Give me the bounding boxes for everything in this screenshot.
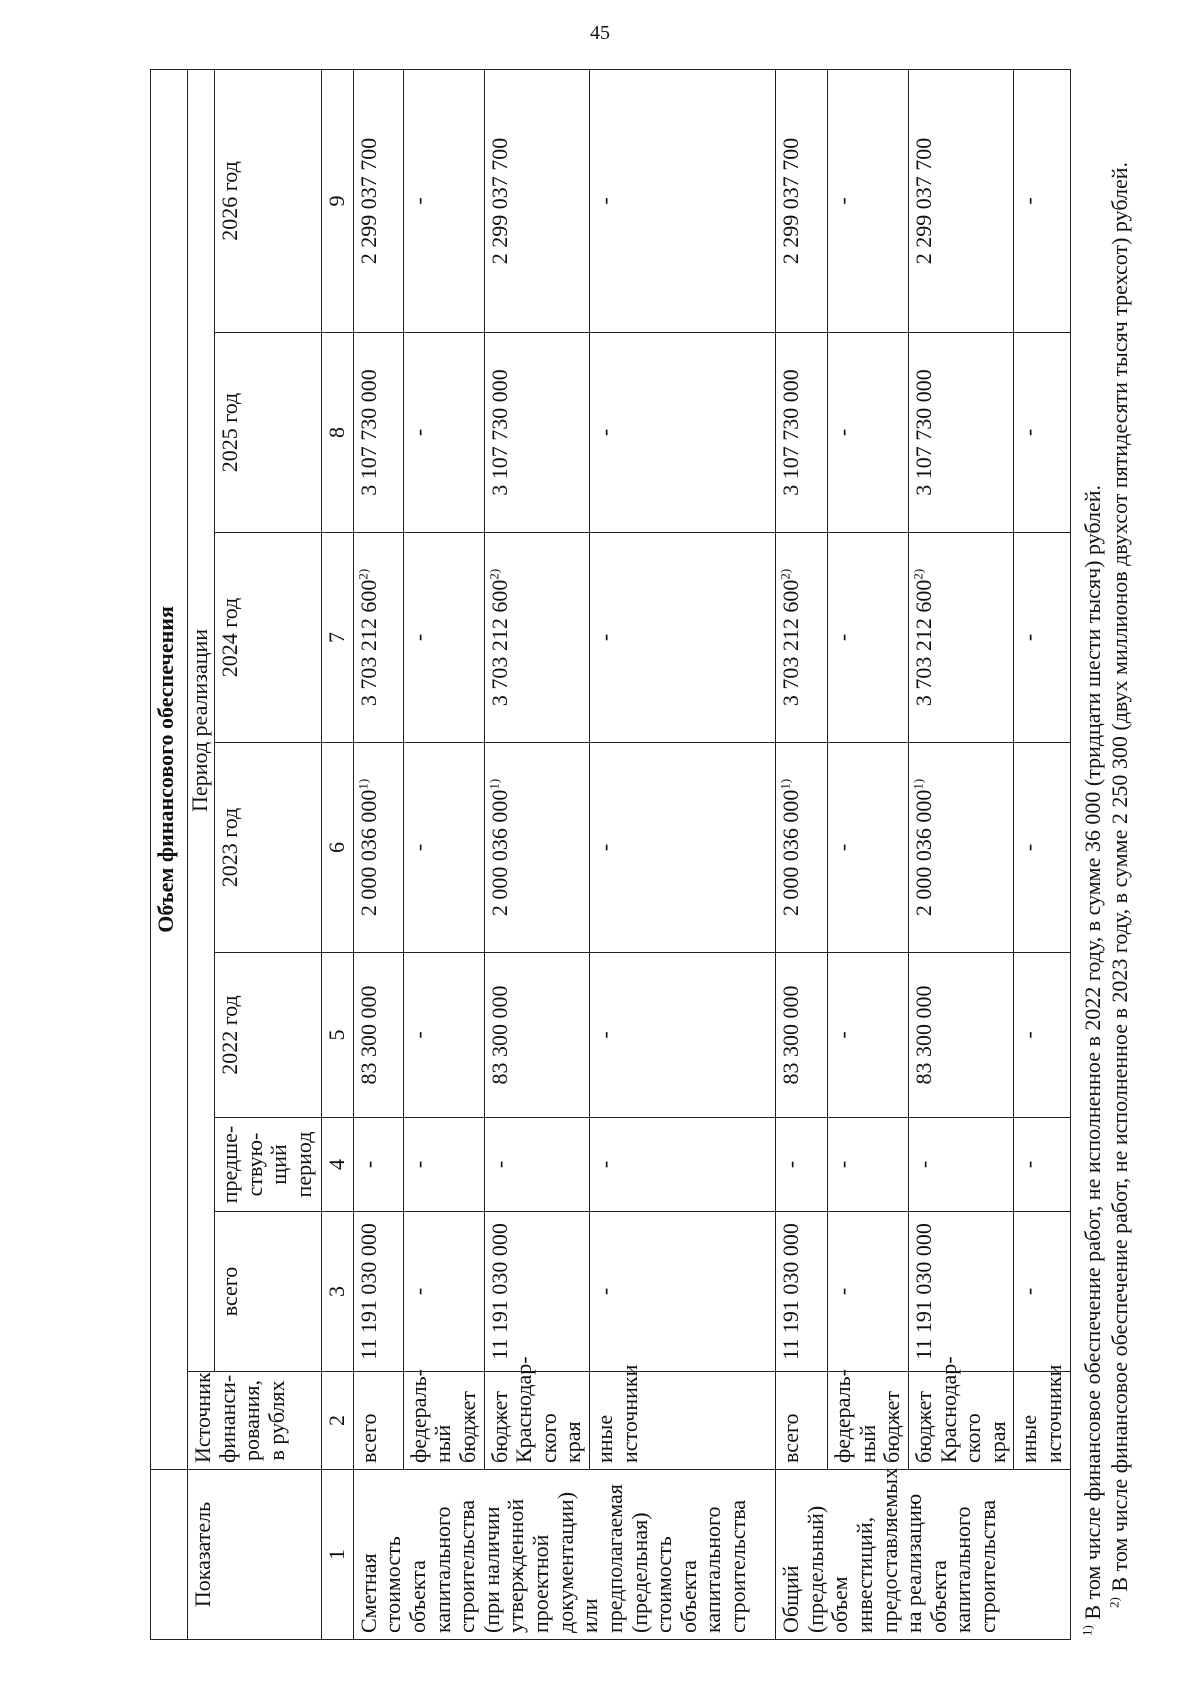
value: 2 000 036 000 [778,789,803,917]
value: 3 703 212 600 [778,579,803,707]
value: 2 000 036 000 [355,789,381,917]
y2023-cell [1014,743,1070,953]
table-row [353,69,403,1639]
value: - [592,843,617,852]
y2024-cell [776,533,828,743]
total-cell: 11 191 030 000 [353,1212,403,1372]
footnote-mark: 2) [910,568,926,580]
column-number: 8 [322,333,354,533]
y2023-cell [403,743,484,953]
value: - [1016,633,1042,642]
source-cell: всего [776,1372,828,1470]
y2023-cell [353,743,403,953]
period-header: Период реализации [188,69,215,1371]
value: - [830,843,855,852]
value: - [592,633,617,642]
header-blank [151,1470,188,1640]
footnote-mark: 2) [486,568,502,580]
y2023-cell [590,743,776,953]
y2025-cell: - [1014,333,1070,533]
source-cell: иные источники [1014,1372,1070,1470]
y2026-cell: - [403,69,484,332]
table-header [151,69,322,1639]
table-body [322,69,1071,1639]
previous-cell: - [1014,1118,1070,1212]
y2026-cell: 2 299 037 700 [353,69,403,332]
column-number: 1 [322,1470,354,1640]
value: 2 000 036 000 [486,789,512,917]
footnote-mark: 1) [355,778,371,790]
y2022-cell: 83 300 000 [484,953,590,1118]
footnote-mark: 1) [1079,1625,1095,1636]
y2025-cell: - [828,333,909,533]
total-cell: 11 191 030 000 [776,1212,828,1372]
y2026-cell: 2 299 037 700 [484,69,590,332]
total-cell: 11 191 030 000 [484,1212,590,1372]
y2023-cell [484,743,590,953]
y2026-cell: - [828,69,909,332]
y2024-cell [484,533,590,743]
value: - [405,843,431,852]
rotated-page-content [150,70,1133,1640]
y2022-cell: 83 300 000 [353,953,403,1118]
y2026-cell: 2 299 037 700 [908,69,1014,332]
y2026-cell: - [590,69,776,332]
column-number: 9 [322,69,354,332]
col-total-header: всего [215,1212,322,1372]
previous-cell: - [403,1118,484,1212]
table-row [1014,69,1070,1639]
previous-cell: - [484,1118,590,1212]
source-cell: бюджет Краснодар-ского края [484,1372,590,1470]
column-number: 5 [322,953,354,1118]
previous-cell: - [590,1118,776,1212]
section-header: Объем финансового обеспечения [151,69,188,1469]
y2024-cell [908,533,1014,743]
value: 3 703 212 600 [910,579,936,707]
column-number: 2 [322,1372,354,1470]
y2024-cell [1014,533,1070,743]
total-cell: 11 191 030 000 [908,1212,1014,1372]
col-2023-header: 2023 год [215,743,322,953]
y2022-cell: - [403,953,484,1118]
previous-cell: - [908,1118,1014,1212]
value: - [1016,843,1042,852]
footnote-mark: 1) [777,778,793,790]
y2025-cell: - [590,333,776,533]
table-row [484,69,590,1639]
footnote-2 [1106,70,1134,1636]
y2025-cell: - [403,333,484,533]
page-number: 45 [590,22,610,44]
financing-table [150,69,1071,1640]
value: - [830,633,855,642]
footnote-mark: 2) [777,568,793,580]
indicator-cell: Сметная стоимость объекта капитального строительства (при наличии утвержденной проектной документации) или предполагаемая (предельная) стоимость объекта капитального строительства [353,1470,775,1640]
source-cell: федераль-ный бюджет [828,1372,909,1470]
column-number-row [322,69,354,1639]
footnote-text: В том числе финансовое обеспечение работ, не исполненное в 2023 году, в сумме 2 250 300 (двух миллионов двухсот пятидесяти тысяч трехсот) рублей. [1107,161,1133,1592]
y2025-cell: 3 107 730 000 [484,333,590,533]
y2026-cell: - [1014,69,1070,332]
footnote-text: В том числе финансовое обеспечение работ, не исполненное в 2022 году, в сумме 36 000 (тридцати шести тысяч) рублей. [1079,484,1105,1620]
y2023-cell [776,743,828,953]
source-cell: федераль-ный бюджет [403,1372,484,1470]
indicator-cell: Общий (предельный) объем инвестиций, предоставляемых на реализацию объекта капитального строительства [776,1470,1071,1640]
footnote-mark: 1) [486,778,502,790]
source-cell: всего [353,1372,403,1470]
y2024-cell [403,533,484,743]
col-2026-header: 2026 год [215,69,322,332]
column-number: 4 [322,1118,354,1212]
col-2024-header: 2024 год [215,533,322,743]
y2022-cell: - [828,953,909,1118]
column-number: 7 [322,533,354,743]
value: - [405,633,431,642]
table-row [403,69,484,1639]
footnote-mark: 1) [910,778,926,790]
y2025-cell: 3 107 730 000 [908,333,1014,533]
y2025-cell: 3 107 730 000 [776,333,828,533]
source-cell: иные источники [590,1372,776,1470]
source-cell: бюджет Краснодар-ского края [908,1372,1014,1470]
y2022-cell: 83 300 000 [776,953,828,1118]
total-cell: - [1014,1212,1070,1372]
y2025-cell: 3 107 730 000 [353,333,403,533]
previous-cell: - [353,1118,403,1212]
value: 2 000 036 000 [910,789,936,917]
footnote-mark: 2) [1106,1597,1122,1608]
total-cell: - [828,1212,909,1372]
previous-cell: - [828,1118,909,1212]
y2023-cell [908,743,1014,953]
value: 3 703 212 600 [355,579,381,707]
footnote-1 [1079,70,1107,1636]
y2026-cell: 2 299 037 700 [776,69,828,332]
y2023-cell [828,743,909,953]
col-2022-header: 2022 год [215,953,322,1118]
y2024-cell [590,533,776,743]
total-cell: - [590,1212,776,1372]
table-row [828,69,909,1639]
column-number: 6 [322,743,354,953]
y2024-cell [353,533,403,743]
y2022-cell: - [590,953,776,1118]
y2022-cell: 83 300 000 [908,953,1014,1118]
previous-cell: - [776,1118,828,1212]
y2022-cell: - [1014,953,1070,1118]
col-source-header: Источник финанси-рования, в рублях [188,1372,322,1470]
col-previous-header: предше-ствую-щий период [215,1118,322,1212]
value: 3 703 212 600 [486,579,512,707]
col-indicator-header: Показатель [188,1470,322,1640]
table-row [776,69,828,1639]
col-2025-header: 2025 год [215,333,322,533]
table-row [908,69,1014,1639]
total-cell: - [403,1212,484,1372]
table-row [590,69,776,1639]
footnotes [1079,70,1134,1640]
y2024-cell [828,533,909,743]
footnote-mark: 2) [355,568,371,580]
column-number: 3 [322,1212,354,1372]
